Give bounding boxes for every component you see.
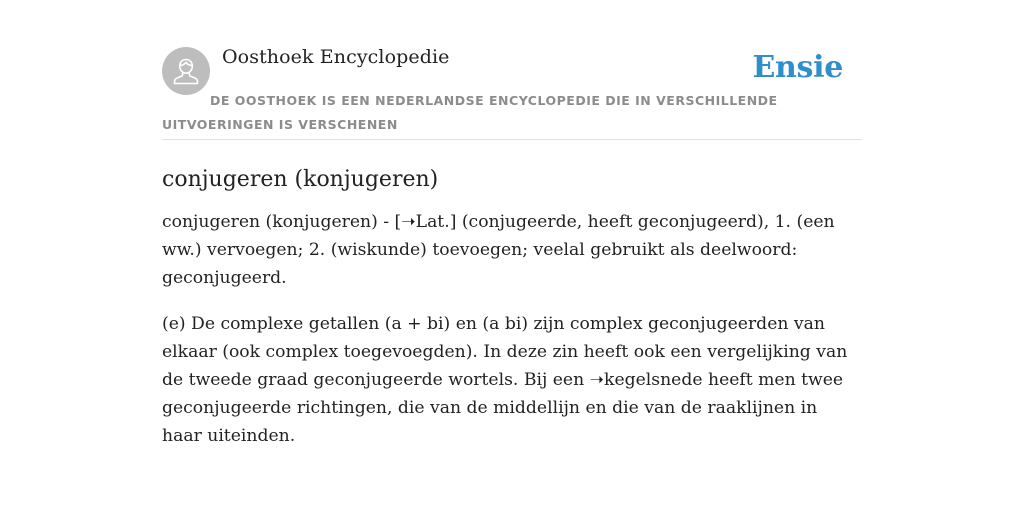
content-container xyxy=(162,40,862,450)
site-title[interactable]: Oosthoek Encyclopedie xyxy=(222,46,450,68)
definition-text-end: ] (conjugeerde, heeft geconjugeerd), 1. (een ww.) vervoegen; 2. (wiskunde) toevoegen; veelal gebruikt als deelwoord: geconjugeerd. xyxy=(162,212,835,288)
definition-text-start: conjugeren (konjugeren) - [ xyxy=(162,212,402,232)
article-title: conjugeren (konjugeren) xyxy=(162,167,439,192)
site-tagline: DE OOSTHOEK IS EEN NEDERLANDSE ENCYCLOPEDIE DIE IN VERSCHILLENDE UITVOERINGEN IS VERSCHENEN xyxy=(162,93,778,132)
user-avatar-icon[interactable] xyxy=(162,47,210,95)
cross-reference-link-lat[interactable]: ➝Lat. xyxy=(401,212,450,232)
article-example xyxy=(162,310,862,450)
cross-reference-link-kegelsnede[interactable]: ➝kegelsnede xyxy=(589,370,703,390)
header xyxy=(162,40,862,140)
example-text-end: heeft men twee geconjugeerde richtingen, die van de middellijn en die van de raaklijnen in haar uiteinden. xyxy=(162,370,844,446)
brand-logo[interactable]: Ensie xyxy=(752,50,843,85)
article-definition xyxy=(162,208,862,292)
example-text-start: (e) De complexe getallen (a + bi) en (a bi) zijn complex geconjugeerden van elkaar (ook complex toegevoegden). In deze zin heeft ook een vergelijking van de tweede graad geconjugeerde wortels. Bij een xyxy=(162,314,848,390)
